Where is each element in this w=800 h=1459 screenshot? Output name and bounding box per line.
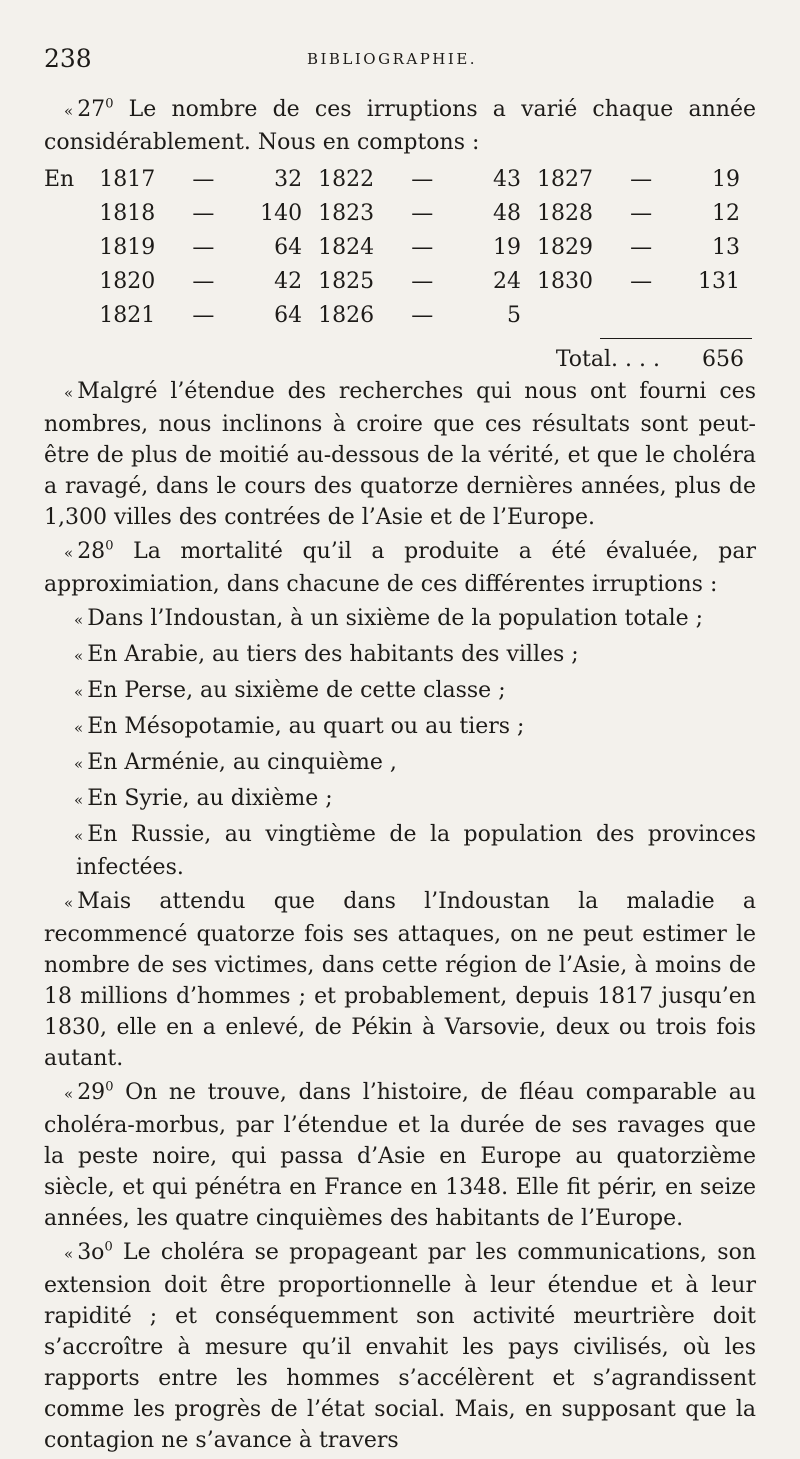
- year-cell: 1830: [537, 268, 593, 294]
- year-cell: 1817: [99, 166, 156, 192]
- year-cell: 1820: [99, 268, 156, 294]
- quote-mark: «: [64, 102, 74, 120]
- year-cell: 1822: [318, 166, 375, 192]
- dash-cell: —: [192, 234, 215, 260]
- row-prefix: [44, 298, 99, 332]
- running-title: BIBLIOGRAPHIE.: [306, 50, 478, 68]
- list-item-text: En Syrie, au dixième ;: [87, 786, 333, 811]
- year-cell: 1828: [537, 200, 593, 226]
- dash-cell: —: [192, 268, 215, 294]
- quote-mark: «: [64, 1085, 74, 1103]
- table-row: [44, 162, 756, 196]
- quote-mark: «: [64, 894, 74, 912]
- quote-mark: «: [64, 384, 74, 402]
- count-cell: 43: [493, 166, 521, 192]
- dash-cell: —: [630, 200, 653, 226]
- dash-cell: —: [192, 302, 215, 328]
- list-item: [44, 747, 756, 780]
- quote-mark: «: [74, 647, 84, 665]
- total-label: Total. . . .: [555, 347, 660, 372]
- year-cell: [537, 298, 614, 332]
- mortality-list: [44, 603, 756, 883]
- year-cell: 1826: [318, 302, 375, 328]
- table-row: [44, 196, 756, 230]
- count-cell: 19: [712, 166, 740, 192]
- dash-cell: —: [411, 166, 434, 192]
- list-item: [44, 675, 756, 708]
- year-cell: 1818: [99, 200, 156, 226]
- count-cell: 64: [274, 234, 303, 260]
- quote-mark: «: [74, 719, 84, 737]
- paragraph-29-number: 29: [77, 1080, 106, 1105]
- quote-mark: «: [74, 683, 84, 701]
- list-item-text: Dans l’Indoustan, à un sixième de la population totale ;: [87, 606, 704, 631]
- paragraph-29: [44, 1077, 756, 1234]
- list-item: [44, 639, 756, 672]
- count-cell: 140: [260, 200, 303, 226]
- count-cell: 42: [274, 268, 303, 294]
- count-cell: 64: [274, 302, 303, 328]
- paragraph-mais-text: Mais attendu que dans l’Indoustan la maladie a recommencé quatorze fois ses attaques, on ne peut estimer le nombre de ses victimes, dans cette région de l’Asie, à moins de 18 millions d’hommes ; et probablement, depuis 1817 jusqu’en 1830, elle en a enlevé, de Pékin à Varsovie, deux ou trois fois autant.: [44, 889, 756, 1071]
- year-cell: 1829: [537, 234, 593, 260]
- table-row: [44, 230, 756, 264]
- list-item-text: En Arménie, au cinquième ,: [87, 750, 397, 775]
- paragraph-malgre-text: Malgré l’étendue des recherches qui nous ont fourni ces nombres, nous inclinons à croire que ces résultats sont peut-être de plus de moitié au-dessous de la vérité, et que le choléra a ravagé, dans le cours des quatorze dernières années, plus de 1,300 villes des contrées de l’Asie et de l’Europe.: [44, 379, 756, 530]
- count-cell: 32: [274, 166, 303, 192]
- row-prefix: En: [44, 166, 75, 192]
- dash-cell: —: [192, 166, 215, 192]
- count-cell: 12: [712, 200, 740, 226]
- table-row: [44, 264, 756, 298]
- dash-cell: —: [192, 200, 215, 226]
- paragraph-27-text: Le nombre de ces irruptions a varié chaque année considérablement. Nous en comptons :: [44, 97, 756, 155]
- paragraph-29-text: On ne trouve, dans l’histoire, de fléau comparable au choléra-morbus, par l’étendue et la durée de ses ravages que la peste noire, qui passa d’Asie en Europe au quatorzième siècle, et qui pénétra en France en 1348. Elle fit périr, en seize années, les quatre cinquièmes des habitants de l’Europe.: [44, 1080, 756, 1231]
- dash-cell: —: [630, 268, 653, 294]
- paragraph-30-number: 3o: [77, 1240, 105, 1265]
- paragraph-27: [44, 94, 756, 158]
- page-number: 238: [44, 44, 92, 73]
- dash-cell: [614, 298, 669, 332]
- list-item-text: En Perse, au sixième de cette classe ;: [87, 678, 506, 703]
- degree-mark: 0: [105, 1079, 114, 1095]
- row-prefix: [44, 230, 99, 264]
- year-cell: 1821: [99, 302, 156, 328]
- count-cell: 13: [712, 234, 740, 260]
- list-item: [44, 603, 756, 636]
- irruptions-table: [44, 162, 756, 332]
- quote-mark: «: [74, 827, 84, 845]
- total-row: [44, 332, 756, 376]
- dash-cell: —: [411, 200, 434, 226]
- table-row: [44, 298, 756, 332]
- dash-cell: —: [411, 234, 434, 260]
- quote-mark: «: [74, 611, 84, 629]
- year-cell: 1819: [99, 234, 156, 260]
- list-item: [44, 819, 756, 883]
- list-item-text: En Mésopotamie, au quart ou au tiers ;: [87, 714, 525, 739]
- paragraph-malgre: [44, 376, 756, 533]
- count-cell: 5: [507, 302, 521, 328]
- quote-mark: «: [74, 755, 84, 773]
- list-item: [44, 783, 756, 816]
- paragraph-28-number: 28: [77, 539, 106, 564]
- row-prefix: [44, 264, 99, 298]
- dash-cell: —: [630, 166, 653, 192]
- page-body: [44, 94, 756, 1459]
- year-cell: 1824: [318, 234, 375, 260]
- paragraph-30: [44, 1237, 756, 1456]
- list-item-text: En Russie, au vingtième de la population des provinces infectées.: [76, 822, 756, 880]
- total-rule: [600, 338, 752, 339]
- dash-cell: —: [411, 302, 434, 328]
- list-item: [44, 711, 756, 744]
- count-cell: [669, 298, 756, 332]
- count-cell: 131: [698, 268, 740, 294]
- degree-mark: 0: [105, 96, 114, 112]
- quote-mark: «: [64, 544, 74, 562]
- degree-mark: 0: [104, 1239, 113, 1255]
- paragraph-30-text: Le choléra se propageant par les communications, son extension doit être proportionnelle à leur étendue et à leur rapidité ; et conséquemment son activité meurtrière doit s’accroître à mesure qu’il envahit les pays civilisés, où les rapports entre les hommes s’accélèrent et s’agrandissent comme les progrès de l’état social. Mais, en supposant que la contagion ne s’avance à travers: [44, 1240, 756, 1453]
- count-cell: 48: [493, 200, 521, 226]
- dash-cell: —: [411, 268, 434, 294]
- quote-mark: «: [64, 1245, 74, 1263]
- paragraph-27-number: 27: [77, 97, 106, 122]
- paragraph-mais: [44, 886, 756, 1074]
- total-value: 656: [702, 347, 744, 372]
- row-prefix: [44, 196, 99, 230]
- count-cell: 19: [493, 234, 521, 260]
- list-item-text: En Arabie, au tiers des habitants des villes ;: [87, 642, 579, 667]
- dash-cell: —: [630, 234, 653, 260]
- quote-mark: «: [74, 791, 84, 809]
- degree-mark: 0: [105, 538, 114, 554]
- paragraph-28: [44, 536, 756, 600]
- count-cell: 24: [493, 268, 521, 294]
- paragraph-28-text: La mortalité qu’il a produite a été évaluée, par approximiation, dans chacune de ces différentes irruptions :: [44, 539, 757, 597]
- year-cell: 1823: [318, 200, 375, 226]
- page-header: [44, 44, 740, 74]
- year-cell: 1825: [318, 268, 375, 294]
- year-cell: 1827: [537, 166, 593, 192]
